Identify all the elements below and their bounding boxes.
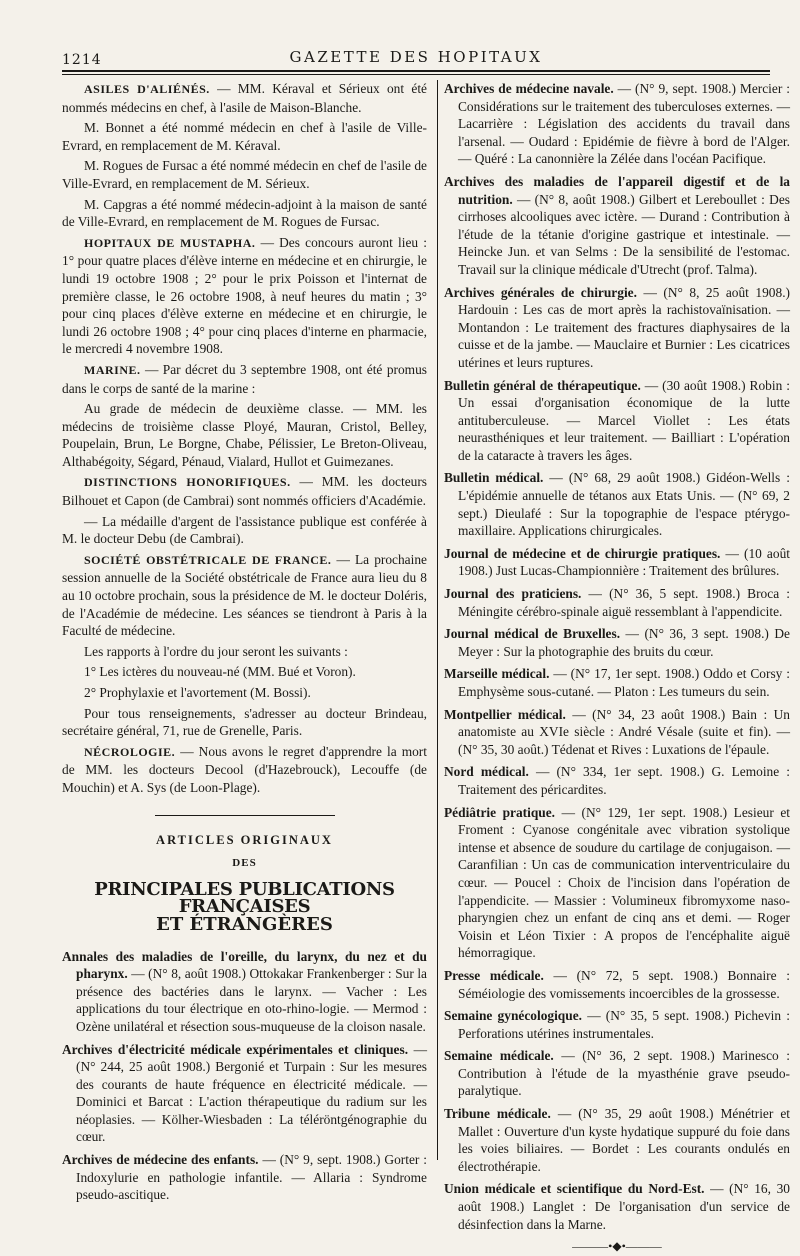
news-text: Les rapports à l'ordre du jour seront les suivants : — [84, 643, 348, 659]
news-paragraph — [62, 551, 427, 640]
journal-name: Semaine gynécologique. — [444, 1008, 582, 1024]
news-paragraph — [62, 663, 427, 681]
news-heading: SOCIÉTÉ OBSTÉTRICALE DE FRANCE. — [84, 552, 332, 567]
right-column — [444, 80, 790, 1256]
publication-entry — [444, 706, 790, 759]
news-items — [62, 80, 427, 797]
journal-name: Annales des maladies de l'oreille, du larynx, du nez et du pharynx. — [62, 948, 427, 982]
entry-text: — (N° 334, 1er sept. 1908.) G. Lemoine : Traitement des péricardites. — [458, 764, 791, 797]
news-paragraph — [62, 234, 427, 358]
page-number: 1214 — [62, 52, 102, 68]
header-rule — [62, 70, 770, 72]
journal-name: Montpellier médical. — [444, 706, 566, 722]
journal-name: Presse médicale. — [444, 967, 544, 983]
news-paragraph — [62, 361, 427, 397]
news-paragraph — [62, 743, 427, 797]
journal-name: Pédiâtrie pratique. — [444, 804, 556, 820]
entry-text: — (N° 8, août 1908.) Gilbert et Lereboullet : Des cirrhoses alcooliques avec ictère. — Durand : Contribution à l'étude de la tétanie d'origine gastrique et intestinale. — Heincke Jun. et van Selms : De la sensibilité de l'estomac. Travail sur la clinique médicale d'Utrecht (prof. Talma). — [458, 191, 790, 277]
news-heading: NÉCROLOGIE. — [84, 744, 176, 759]
publication-entry — [444, 625, 790, 660]
journal-name: Journal de médecine et de chirurgie pratiques. — [444, 545, 721, 561]
publication-entry — [444, 1105, 790, 1175]
publication-entry — [444, 1007, 790, 1042]
column-divider — [437, 80, 438, 1160]
entry-text: — (N° 36, 5 sept. 1908.) Broca : Méningite cérébro-spinale aiguë ressemblant à l'appendicite. — [458, 586, 790, 619]
news-paragraph — [62, 705, 427, 740]
entry-text: — (N° 36, 3 sept. 1908.) De Meyer : Sur la photographie des bruits du cœur. — [458, 626, 790, 659]
entry-text: — (N° 8, 25 août 1908.) Hardouin : Les cas de mort après la rachistovaïnisation. — Montandon : Le traitement des fractures diaphysaires de la cuisse et de la jambe. — Mauclaire et Burnier : Les cicatrices utérines et leurs ruptures. — [458, 284, 790, 370]
news-text: Au grade de médecin de deuxième classe. — MM. les médecins de troisième classe Ployé, Mauran, Cristol, Belley, Poupelain, Brun, Le Borgne, Chabe, Pélissier, Le Breton-Oliveau, Althabégoity, Ségard, Pénaud, Vialard, Hullot et Guimezanes. — [62, 401, 427, 469]
news-heading: DISTINCTIONS HONORIFIQUES. — [84, 475, 291, 490]
publication-list-right — [444, 80, 790, 1233]
entry-text: — (10 août 1908.) Just Lucas-Championnière : Traitement des brûlures. — [458, 545, 790, 579]
publication-entry — [444, 80, 790, 168]
journal-name: Archives de médecine navale. — [444, 81, 614, 96]
news-heading: ASILES D'ALIÉNÉS. — [84, 82, 210, 96]
news-paragraph — [62, 513, 427, 548]
news-text: Pour tous renseignements, s'adresser au docteur Brindeau, secrétaire général, 71, rue de Grenelle, Paris. — [62, 705, 427, 739]
publication-entry — [444, 1047, 790, 1100]
news-text: M. Bonnet a été nommé médecin en chef à l'asile de Ville-Evrard, en remplacement de M. Kéraval. — [62, 120, 427, 153]
news-text: — La prochaine session annuelle de la Société obstétricale de France aura lieu du 8 au 10 octobre prochain, sous la présidence de M. le docteur Doléris, de l'Académie de médecine. Les séances se tiendront à Paris à la Faculté de médecine. — [62, 551, 427, 639]
journal-name: Journal médical de Bruxelles. — [444, 626, 621, 642]
publication-entry — [444, 377, 790, 465]
entry-text: — (N° 16, 30 août 1908.) Langlet : De l'organisation d'un service de désinfection dans la Marne. — [458, 1181, 790, 1232]
news-text: — MM. les docteurs Bilhouet et Capon (de Cambrai) sont nommés officiers d'Académie. — [62, 474, 428, 509]
publication-entry — [444, 469, 790, 539]
publication-entry — [62, 948, 427, 1036]
left-column — [62, 80, 427, 1209]
section-heading-line4: ET ÉTRANGÈRES — [156, 913, 333, 935]
section-rule — [155, 815, 335, 816]
entry-text: — (N° 34, 23 août 1908.) Bain : Un anatomiste au XVIe siècle : André Vésale (suite et fin). — (N° 35, 30 août.) Tédenat et Rives : Luxations de l'épaule. — [458, 706, 790, 757]
entry-text: — (N° 72, 5 sept. 1908.) Bonnaire : Séméiologie des vomissements incoercibles de la grossesse. — [458, 967, 790, 1001]
news-paragraph — [62, 157, 427, 192]
news-heading: MARINE. — [84, 362, 141, 377]
entry-text: — (N° 244, 25 août 1908.) Bergonié et Turpain : Sur les mesures des courants de haute fréquence en électricité médicale. — Dominici et Barcat : L'action thérapeutique du radium sur les néoplasies. — Kölher-Wiesbaden : La téléröntgénographie du cœur. — [76, 1041, 427, 1145]
journal-name: Archives de médecine des enfants. — [62, 1152, 259, 1168]
news-text: M. Capgras a été nommé médecin-adjoint à la maison de santé de Ville-Evrard, en remplacement de M. Rogues de Fursac. — [62, 196, 427, 230]
entry-text: — (N° 35, 29 août 1908.) Ménétrier et Mallet : Ouverture d'un kyste hydatique suppuré du foie dans les voies biliaires. — Bordet : Les courants ondulés en électrothérapie. — [458, 1106, 790, 1174]
news-text: — Par décret du 3 septembre 1908, ont été promus dans le corps de santé de la marine : — [62, 361, 427, 396]
entry-text: — (30 août 1908.) Robin : Un essai d'organisation économique de la lutte antituberculeuse. — Marcel Viollet : Les états neurasthéniques et leur traitement. — Bailliart : L'opération de la cataracte à travers les âges. — [458, 377, 790, 463]
publication-entry — [444, 804, 790, 962]
news-text: — Nous avons le regret d'apprendre la mort de MM. les docteurs Decool (d'Hazebrouck), Lecouffe (de Mouchin) et A. Sys (de Loon-Plage). — [62, 743, 427, 795]
journal-name: Union médicale et scientifique du Nord-Est. — [444, 1181, 705, 1197]
entry-text: — (N° 35, 5 sept. 1908.) Pichevin : Perforations utérines instrumentales. — [458, 1008, 790, 1041]
news-paragraph — [62, 400, 427, 470]
news-text: — La médaille d'argent de l'assistance publique est conférée à M. le docteur Debu (de Cambrai). — [62, 513, 427, 547]
news-text: — Des concours auront lieu : 1° pour quatre places d'élève interne en médecine et en chirurgie, le lundi 19 octobre 1908 ; 2° pour le prix Poisson et l'internat de première classe, le 26 octobre 1908, à neuf heures du matin ; 3° pour cinq places d'élève externe en médecine et en chirurgie, le lundi 26 octobre 1908 ; 4° pour cinq places d'interne en pharmacie, le mercredi 4 novembre 1908. — [62, 234, 427, 357]
entry-text: — (N° 9, sept. 1908.) Gorter : Indoxylurie en pathologie infantile. — Allaria : Syndrome pseudo-ascitique. — [76, 1152, 427, 1203]
publication-entry — [444, 763, 790, 798]
entry-text: — (N° 129, 1er sept. 1908.) Lesieur et Froment : Cyanose congénitale avec vibration systolique intense et absence de soudure du cartilage de conjugaison. — Caranfilian : Un cas de communication interventriculaire du cœur. — Poucel : Choix de l'incision dans l'opération de l'appendicite. — Massier : Volumineux fibromyxome naso-pharyngien chez un enfant de cinq ans et demi. — Roger Voisin et Léon Tixier : A propos de l'encéphalite aiguë hémorragique. — [458, 804, 791, 961]
section-heading-line1: ARTICLES ORIGINAUX — [156, 832, 333, 847]
journal-name: Bulletin médical. — [444, 470, 544, 486]
publication-entry — [444, 585, 790, 620]
publication-entry — [444, 665, 790, 700]
entry-text: — (N° 9, sept. 1908.) Mercier : Considérations sur le traitement des tuberculoses externes. — Lacarrière : Législation des accidents du travail dans l'arsenal. — Oudard : Epidémie de fièvre à bord de l'Alger. — Quéré : La canonnière la Zélée dans l'océan Pacifique. — [458, 81, 790, 167]
header-rule-thin — [62, 74, 770, 75]
news-paragraph — [62, 80, 427, 116]
publication-entry — [444, 967, 790, 1002]
publication-entry — [444, 284, 790, 372]
journal-name: Archives des maladies de l'appareil digestif et de la nutrition. — [444, 173, 790, 207]
news-text: 1° Les ictères du nouveau-né (MM. Bué et Voron). — [84, 664, 356, 680]
journal-name: Semaine médicale. — [444, 1048, 554, 1064]
entry-text: — (N° 68, 29 août 1908.) Gidéon-Wells : L'épidémie annuelle de tétanos aux Etats Unis. — (N° 69, 2 sept.) Dieulafé : Sur la topographie de l'espace ptérygo-maxillaire. Applications chirurgicales. — [458, 470, 790, 539]
journal-name: Nord médical. — [444, 764, 529, 780]
news-heading: HOPITAUX DE MUSTAPHA. — [84, 235, 256, 250]
publication-entry — [62, 1151, 427, 1204]
journal-title: GAZETTE DES HOPITAUX — [289, 48, 543, 66]
journal-name: Archives générales de chirurgie. — [444, 284, 637, 300]
publication-entry — [444, 545, 790, 580]
news-text: M. Rogues de Fursac a été nommé médecin en chef de l'asile de Ville-Evrard, en remplacement de M. Sérieux. — [62, 158, 427, 191]
entry-text: — (N° 17, 1er sept. 1908.) Oddo et Corsy : Emphysème sous-cutané. — Platon : Les tumeurs du sein. — [458, 666, 791, 699]
news-text: 2° Prophylaxie et l'avortement (M. Bossi). — [84, 685, 311, 700]
journal-name: Archives d'électricité médicale expérimentales et cliniques. — [62, 1041, 409, 1057]
news-paragraph — [62, 196, 427, 231]
entry-text: — (N° 36, 2 sept. 1908.) Marinesco : Contribution à l'étude de la myasthénie grave pseudo-paralytique. — [458, 1048, 790, 1099]
journal-name: Marseille médical. — [444, 666, 550, 682]
publication-entry — [62, 1041, 427, 1147]
publication-entry — [444, 173, 790, 279]
news-paragraph — [62, 643, 427, 661]
journal-name: Bulletin général de thérapeutique. — [444, 377, 641, 393]
journal-name: Tribune médicale. — [444, 1106, 551, 1122]
news-paragraph — [62, 119, 427, 154]
publication-list-left — [62, 948, 427, 1204]
journal-name: Journal des praticiens. — [444, 586, 582, 602]
end-ornament: ———•◆•——— — [572, 1239, 662, 1254]
page-header — [62, 40, 770, 70]
section-heading-line3: PRINCIPALES PUBLICATIONS FRANÇAISES — [94, 878, 395, 918]
section-heading-line2: DES — [232, 857, 257, 870]
publication-entry — [444, 1180, 790, 1233]
entry-text: — (N° 8, août 1908.) Ottokakar Frankenberger : Sur la présence des bactéries dans le larynx. — Vacher : Les applications du tour électrique en oto-rhino-logie. — Mermod : Ozène unilatéral et résection sous-muqueuse de la cloison nasale. — [76, 966, 427, 1034]
news-text: — MM. Kéraval et Sérieux ont été nommés médecins en chef, à l'asile de Maison-Blanche. — [62, 81, 427, 115]
news-paragraph — [62, 684, 427, 702]
news-paragraph — [62, 473, 427, 509]
